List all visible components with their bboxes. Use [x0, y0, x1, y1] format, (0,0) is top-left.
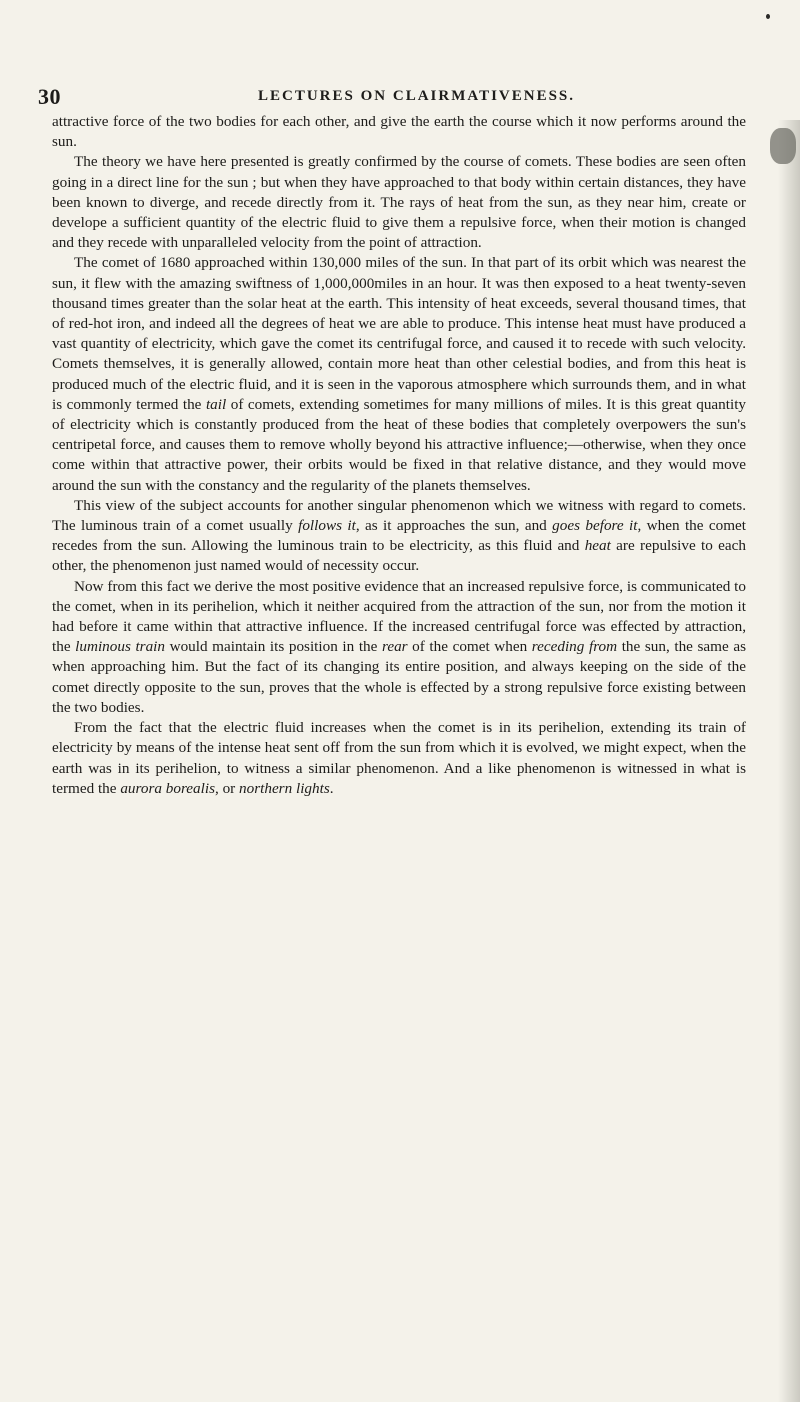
page-number: 30	[38, 84, 61, 109]
ink-speck	[766, 14, 770, 19]
text-run: , when the comet recedes from the sun. Allowing the luminous train to be electricity, as this fluid and	[52, 517, 747, 555]
text-run: of comets, extending sometimes for many millions of miles. It is this great quantity of electricity which is constantly produced from the heat of these bodies that completely overpowers the sun's centripetal force, and causes them to remove wholly beyond his attractive influence;—otherwise, when they once come within that attractive power, their orbits would be fixed in that relative distance, and they would move around the sun with the constancy and the regularity of the planets themselves.	[52, 395, 747, 494]
italic-text: northern lights	[239, 779, 330, 797]
paragraph	[52, 496, 746, 577]
text-run: , as it approaches the sun, and	[355, 517, 553, 535]
italic-text: aurora borealis	[120, 779, 215, 797]
italic-text: receding from	[531, 638, 618, 656]
paragraph	[52, 253, 746, 495]
text-run: attractive force of the two bodies for each other, and give the earth the course which it now performs around the sun.	[52, 113, 746, 151]
text-run: The theory we have here presented is greatly confirmed by the course of comets. These bodies are seen often going in a direct line for the sun ; but when they have approached to that body within certain distances, they have been known to diverge, and recede directly from it. The rays of heat from the sun, as they near him, create or develope a sufficient quantity of the electric fluid to give them a repulsive force, when their motion is changed and they recede with unparalleled velocity from the point of attraction.	[52, 153, 746, 252]
text-run: , or	[214, 779, 240, 797]
text-run: The comet of 1680 approached within 130,000 miles of the sun. In that part of its orbit which was nearest the sun, it flew with the amazing swiftness of 1,000,000miles in an hour. It was then exposed to a heat twenty-seven thousand times greater than the solar heat at the earth. This intensity of heat exceeds, several thousand times, that of red-hot iron, and indeed all the degrees of heat we are able to produce. This intense heat must have produced a vast quantity of electricity, which gave the comet its centrifugal force, and caused it to recede with such velocity. Comets themselves, it is generally allowed, contain more heat than other celestial bodies, and from this heat is produced much of the electric fluid, and it is seen in the vaporous atmosphere which surrounds them, and in what is commonly termed the	[52, 254, 746, 413]
body-text	[52, 112, 746, 799]
paragraph	[52, 112, 746, 152]
running-title: LECTURES ON CLAIRMATIVENESS.	[258, 88, 576, 104]
text-run: the sun, the same as when approaching him. But the fact of its changing its entire position, and always keeping on the side of the comet directly opposite to the sun, proves that the whole is effected by a strong repulsive force existing between the two bodies.	[52, 638, 746, 716]
italic-text: tail	[205, 395, 227, 413]
paragraph	[52, 152, 746, 253]
italic-text: goes before it	[552, 517, 638, 535]
text-run: From the fact that the electric fluid increases when the comet is in its perihelion, extending its train of electricity by means of the intense heat sent off from the sun from which it is evolved, we might expect, when the earth was in its perihelion, to witness a similar phenomenon. And a like phenomenon is witnessed in what is termed the	[52, 719, 746, 797]
page-edge-shadow	[778, 120, 800, 1402]
text-run: are repulsive to each other, the phenomenon just named would of necessity occur.	[52, 537, 746, 575]
text-run: of the comet when	[407, 638, 532, 656]
text-run: This view of the subject accounts for another singular phenomenon which we witness with regard to comets. The luminous train of a comet usually	[52, 496, 746, 535]
paragraph	[52, 577, 746, 718]
italic-text: luminous train	[75, 638, 165, 656]
text-run: Now from this fact we derive the most positive evidence that an increased repulsive force, is communicated to the comet, when in its perihelion, which it neither acquired from the attraction of the sun, nor from the motion it had before it came within that attractive influence. If the increased centrifugal force was effected by attraction, the	[52, 577, 746, 656]
italic-text: follows it	[298, 517, 356, 535]
text-run: .	[329, 779, 334, 797]
page-header	[38, 84, 758, 110]
paragraph	[52, 718, 746, 799]
ink-blot	[770, 128, 796, 164]
text-run: would maintain its position in the	[165, 638, 382, 656]
italic-text: heat	[584, 537, 611, 555]
italic-text: rear	[381, 638, 408, 656]
